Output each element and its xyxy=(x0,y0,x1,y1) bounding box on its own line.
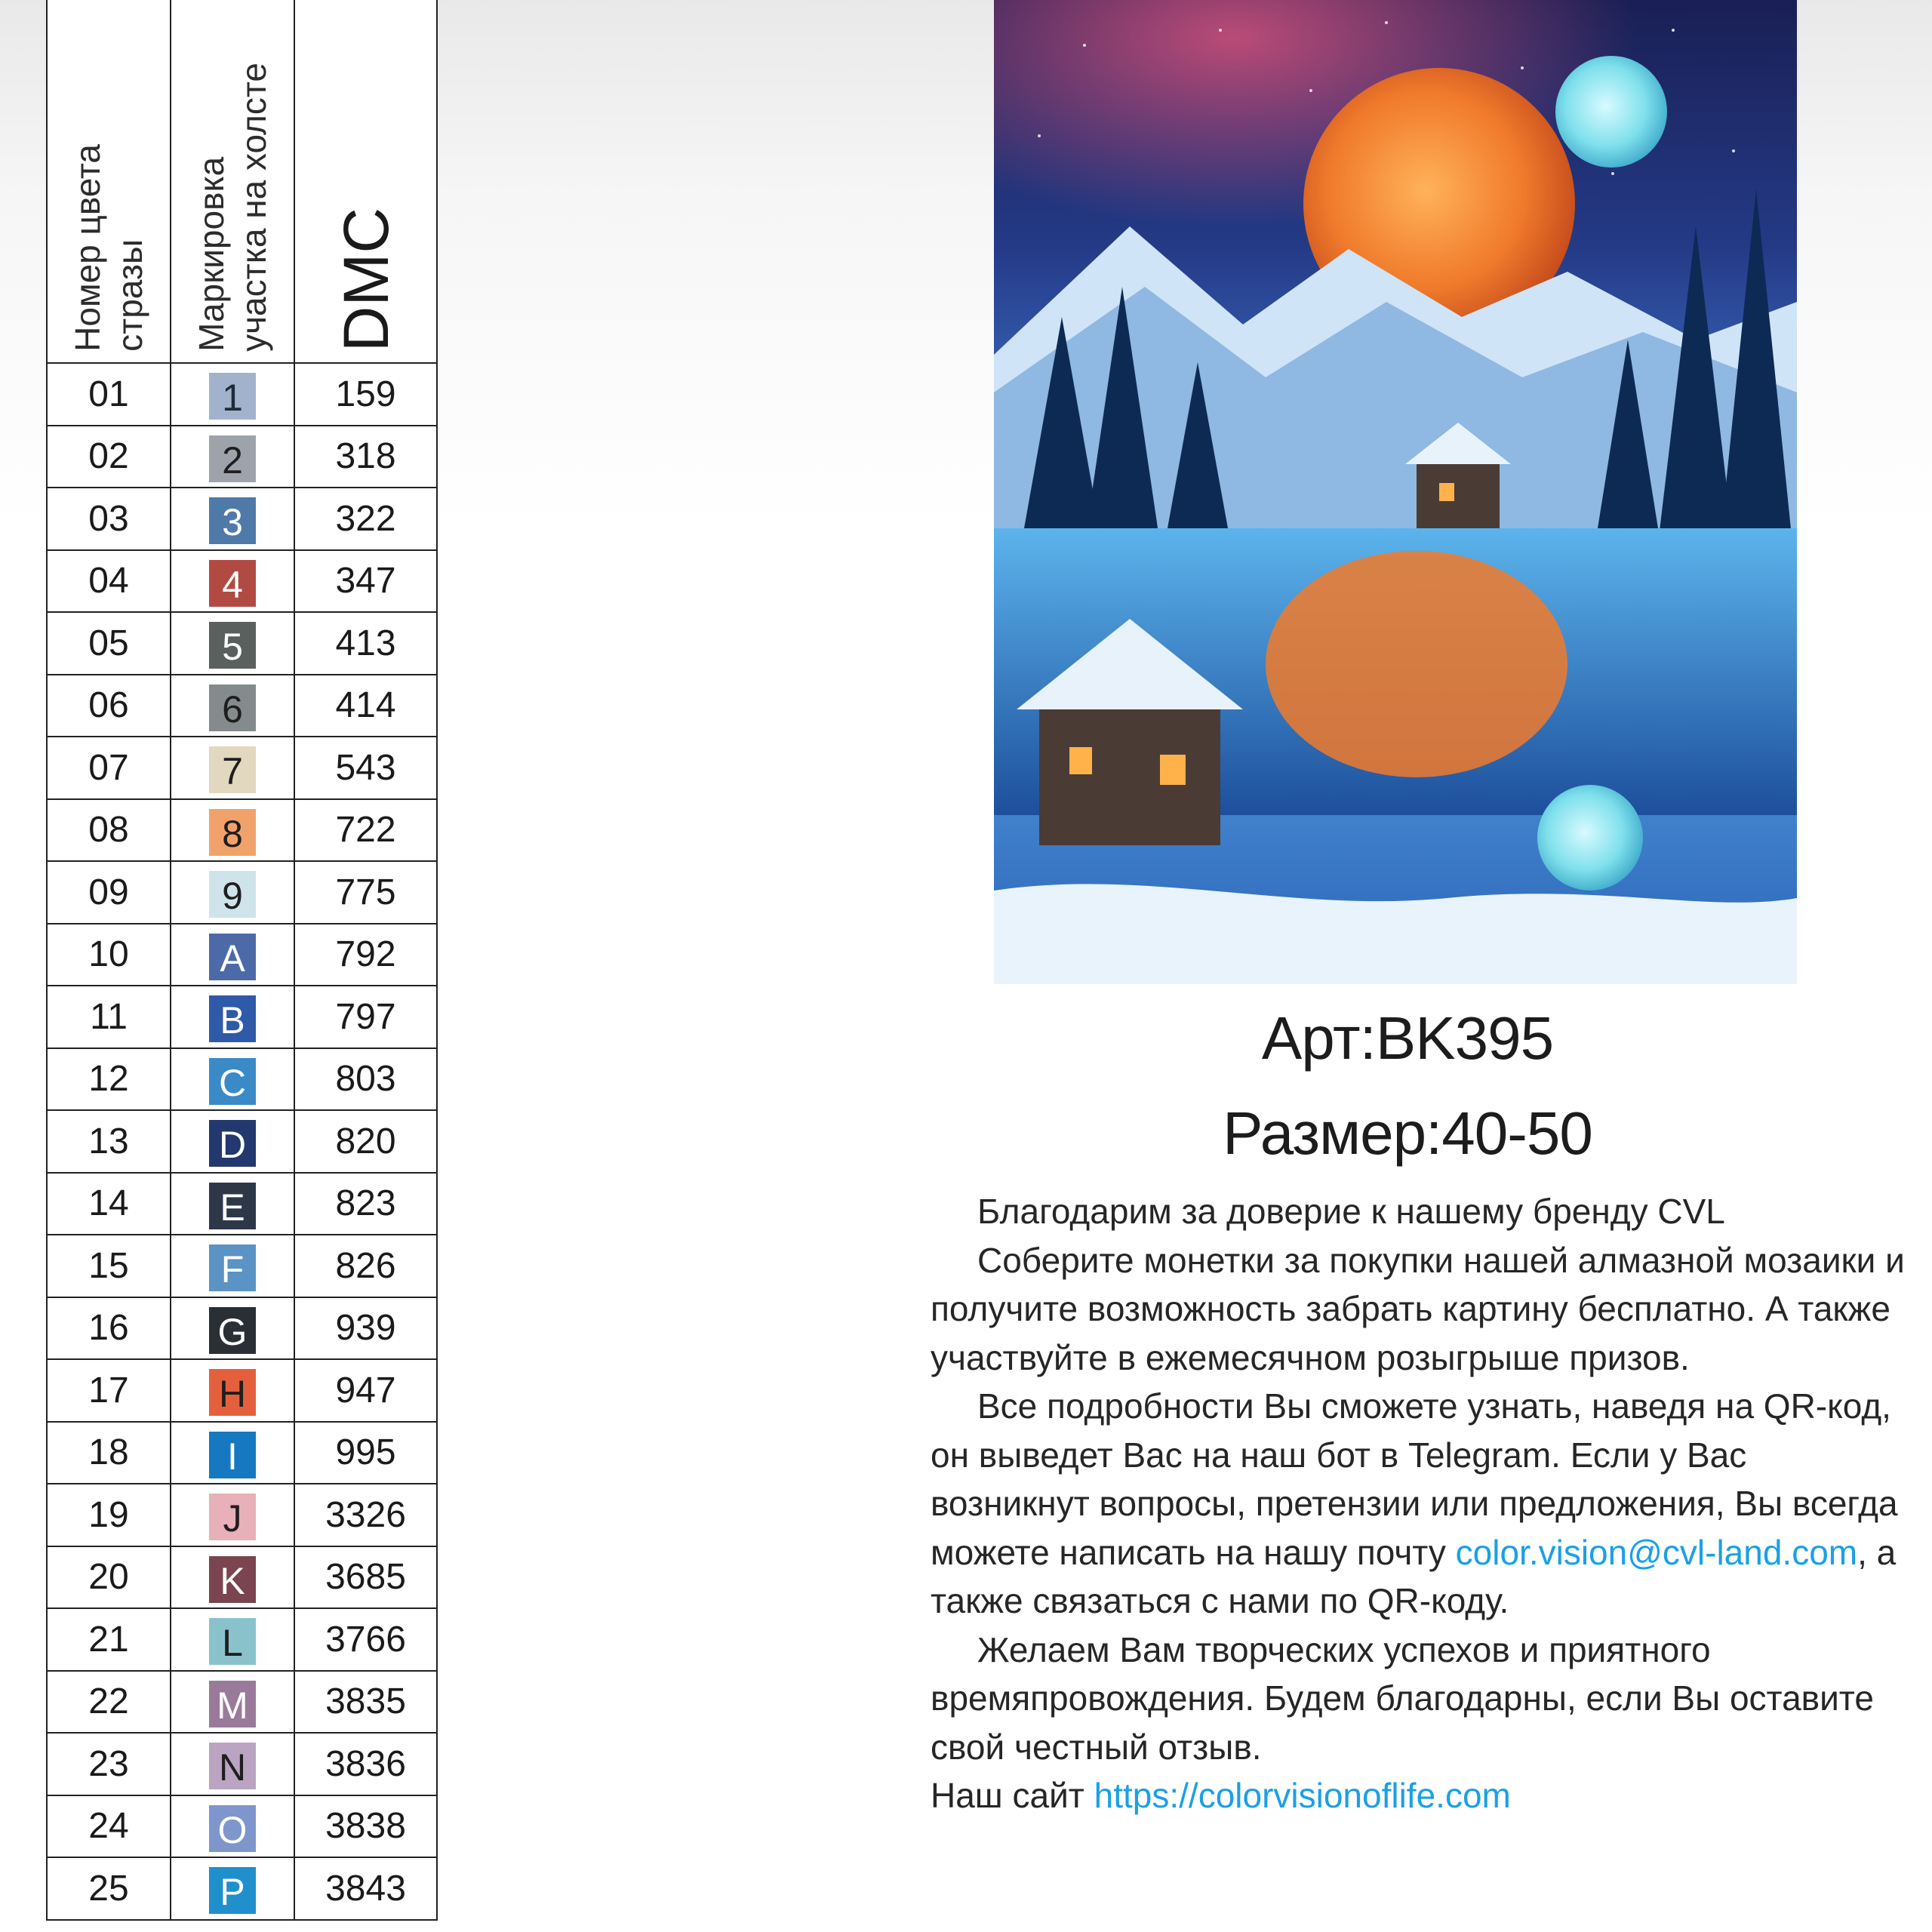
legend-row xyxy=(47,363,437,426)
legend-row xyxy=(47,1484,437,1546)
color-swatch: 5 xyxy=(209,622,256,669)
header-dmc-label: DMC xyxy=(330,207,401,352)
color-number: 19 xyxy=(47,1484,171,1546)
marking-cell xyxy=(171,737,294,799)
color-number: 08 xyxy=(47,799,171,862)
article-number: Арт:BK395 xyxy=(1261,1004,1554,1072)
color-swatch: L xyxy=(209,1618,256,1665)
legend-row xyxy=(47,861,437,924)
legend-row xyxy=(47,1608,437,1671)
legend-row xyxy=(47,1048,437,1111)
legend-row xyxy=(47,924,437,986)
legend-row xyxy=(47,675,437,737)
dmc-code: 820 xyxy=(294,1110,437,1173)
color-swatch: O xyxy=(209,1805,256,1852)
color-number: 12 xyxy=(47,1048,171,1111)
color-swatch: E xyxy=(209,1183,256,1229)
marking-cell xyxy=(171,426,294,488)
dmc-code: 823 xyxy=(294,1173,437,1235)
marking-cell xyxy=(171,799,294,862)
color-number: 25 xyxy=(47,1857,171,1920)
dmc-code: 414 xyxy=(294,675,437,737)
message-paragraph-2: Соберите монетки за покупки нашей алмазной мозаики и получите возможность забрать картину бесплатно. А также участвуйте в ежемесячном розыгрыше призов. xyxy=(931,1240,1905,1377)
color-number: 03 xyxy=(47,488,171,550)
marking-cell xyxy=(171,924,294,986)
dmc-code: 543 xyxy=(294,737,437,799)
message-paragraph-1: Благодарим за доверие к нашему бренду CVL xyxy=(977,1192,1725,1231)
website-line xyxy=(931,1771,1912,1820)
color-number: 18 xyxy=(47,1422,171,1484)
color-swatch: J xyxy=(209,1494,256,1540)
marking-cell xyxy=(171,986,294,1048)
color-number: 14 xyxy=(47,1173,171,1235)
dmc-code: 826 xyxy=(294,1235,437,1297)
color-legend-table xyxy=(46,0,438,1921)
dmc-code: 3685 xyxy=(294,1546,437,1609)
legend-row xyxy=(47,612,437,675)
header-color-number xyxy=(47,0,171,363)
header-marking-line2: участка на холсте xyxy=(234,63,273,352)
color-swatch: K xyxy=(209,1556,256,1603)
marking-cell xyxy=(171,1048,294,1111)
dmc-code: 3838 xyxy=(294,1795,437,1858)
marking-cell xyxy=(171,1608,294,1671)
color-number: 06 xyxy=(47,675,171,737)
size-label: Размер:40-50 xyxy=(1223,1100,1592,1167)
dmc-code: 939 xyxy=(294,1297,437,1360)
color-number: 17 xyxy=(47,1359,171,1422)
marking-cell xyxy=(171,1422,294,1484)
dmc-code: 318 xyxy=(294,426,437,488)
dmc-code: 995 xyxy=(294,1422,437,1484)
marking-cell xyxy=(171,675,294,737)
legend-row xyxy=(47,1297,437,1360)
color-number: 04 xyxy=(47,550,171,613)
marking-cell xyxy=(171,861,294,924)
color-swatch: 8 xyxy=(209,809,256,856)
dmc-code: 792 xyxy=(294,924,437,986)
dmc-code: 803 xyxy=(294,1048,437,1111)
color-swatch: 2 xyxy=(209,435,256,482)
dmc-code: 3836 xyxy=(294,1733,437,1795)
message-paragraph-4: Желаем Вам творческих успехов и приятного времяпровождения. Будем благодарны, если Вы оставите свой честный отзыв. xyxy=(931,1629,1874,1767)
color-number: 02 xyxy=(47,426,171,488)
color-swatch: I xyxy=(209,1432,256,1478)
email-link[interactable]: color.vision@cvl-land.com xyxy=(1455,1532,1858,1572)
marking-cell xyxy=(171,488,294,550)
legend-row xyxy=(47,1173,437,1235)
dmc-code: 3835 xyxy=(294,1671,437,1734)
color-number: 05 xyxy=(47,612,171,675)
legend-row xyxy=(47,986,437,1048)
marking-cell xyxy=(171,612,294,675)
legend-row xyxy=(47,1235,437,1297)
marking-cell xyxy=(171,550,294,613)
color-swatch: M xyxy=(209,1681,256,1727)
marking-cell xyxy=(171,1359,294,1422)
legend-row xyxy=(47,1733,437,1795)
marking-cell xyxy=(171,1110,294,1173)
marking-cell xyxy=(171,1733,294,1795)
message-paragraph-3 xyxy=(931,1382,1912,1626)
dmc-code: 322 xyxy=(294,488,437,550)
color-swatch: 9 xyxy=(209,871,256,918)
color-swatch: H xyxy=(209,1369,256,1416)
thank-you-message xyxy=(931,1187,1912,1820)
marking-cell xyxy=(171,363,294,426)
color-swatch: B xyxy=(209,995,256,1042)
color-number: 11 xyxy=(47,986,171,1048)
legend-row xyxy=(47,1671,437,1734)
header-marking-line1: Маркировка xyxy=(192,156,231,352)
color-swatch: D xyxy=(209,1120,256,1167)
legend-row xyxy=(47,1546,437,1609)
color-swatch: A xyxy=(209,934,256,980)
legend-row xyxy=(47,1795,437,1858)
dmc-code: 3326 xyxy=(294,1484,437,1546)
winter-night-landscape-image xyxy=(994,0,1797,984)
message-paragraph-3-end: , а также связаться с нами по QR-коду. xyxy=(931,1532,1897,1620)
color-number: 21 xyxy=(47,1608,171,1671)
legend-row xyxy=(47,1359,437,1422)
legend-row xyxy=(47,1110,437,1173)
marking-cell xyxy=(171,1546,294,1609)
legend-row xyxy=(47,550,437,613)
color-number: 09 xyxy=(47,861,171,924)
marking-cell xyxy=(171,1795,294,1858)
marking-cell xyxy=(171,1857,294,1920)
color-number: 10 xyxy=(47,924,171,986)
legend-row xyxy=(47,737,437,799)
color-swatch: F xyxy=(209,1244,256,1291)
dmc-code: 3766 xyxy=(294,1608,437,1671)
color-number: 13 xyxy=(47,1110,171,1173)
marking-cell xyxy=(171,1297,294,1360)
artwork-preview xyxy=(994,0,1797,984)
color-number: 24 xyxy=(47,1795,171,1858)
legend-row xyxy=(47,488,437,550)
header-dmc xyxy=(294,0,437,363)
dmc-code: 3843 xyxy=(294,1857,437,1920)
dmc-code: 347 xyxy=(294,550,437,613)
website-link[interactable]: https://colorvisionoflife.com xyxy=(1094,1776,1511,1815)
legend-row xyxy=(47,1857,437,1920)
message-paragraph-3-start: Все подробности Вы сможете узнать, наведя на QR-код, он выведет Вас на наш бот в Telegram. Если у Вас возникнут вопросы, претензии или предложения, Вы всегда можете написать на нашу почту xyxy=(931,1386,1898,1572)
marking-cell xyxy=(171,1235,294,1297)
dmc-code: 947 xyxy=(294,1359,437,1422)
color-swatch: 1 xyxy=(209,373,256,420)
color-swatch: 6 xyxy=(209,685,256,731)
color-number: 01 xyxy=(47,363,171,426)
color-number: 16 xyxy=(47,1297,171,1360)
website-label: Наш сайт xyxy=(931,1776,1094,1815)
header-number-line2: стразы xyxy=(110,239,149,352)
marking-cell xyxy=(171,1484,294,1546)
header-marking xyxy=(171,0,294,363)
legend-rows xyxy=(47,363,437,1920)
color-number: 15 xyxy=(47,1235,171,1297)
header-number-line1: Номер цвета xyxy=(68,144,107,352)
color-swatch: N xyxy=(209,1743,256,1789)
marking-cell xyxy=(171,1671,294,1734)
color-swatch: G xyxy=(209,1307,256,1354)
dmc-code: 775 xyxy=(294,861,437,924)
dmc-code: 159 xyxy=(294,363,437,426)
color-number: 23 xyxy=(47,1733,171,1795)
color-swatch: P xyxy=(209,1867,256,1914)
legend-row xyxy=(47,426,437,488)
color-number: 20 xyxy=(47,1546,171,1609)
color-number: 07 xyxy=(47,737,171,799)
dmc-code: 413 xyxy=(294,612,437,675)
color-number: 22 xyxy=(47,1671,171,1734)
legend-row xyxy=(47,1422,437,1484)
dmc-code: 722 xyxy=(294,799,437,862)
color-swatch: 7 xyxy=(209,746,256,793)
legend-row xyxy=(47,799,437,862)
color-swatch: C xyxy=(209,1058,256,1105)
marking-cell xyxy=(171,1173,294,1235)
color-swatch: 3 xyxy=(209,497,256,544)
color-swatch: 4 xyxy=(209,560,256,607)
dmc-code: 797 xyxy=(294,986,437,1048)
